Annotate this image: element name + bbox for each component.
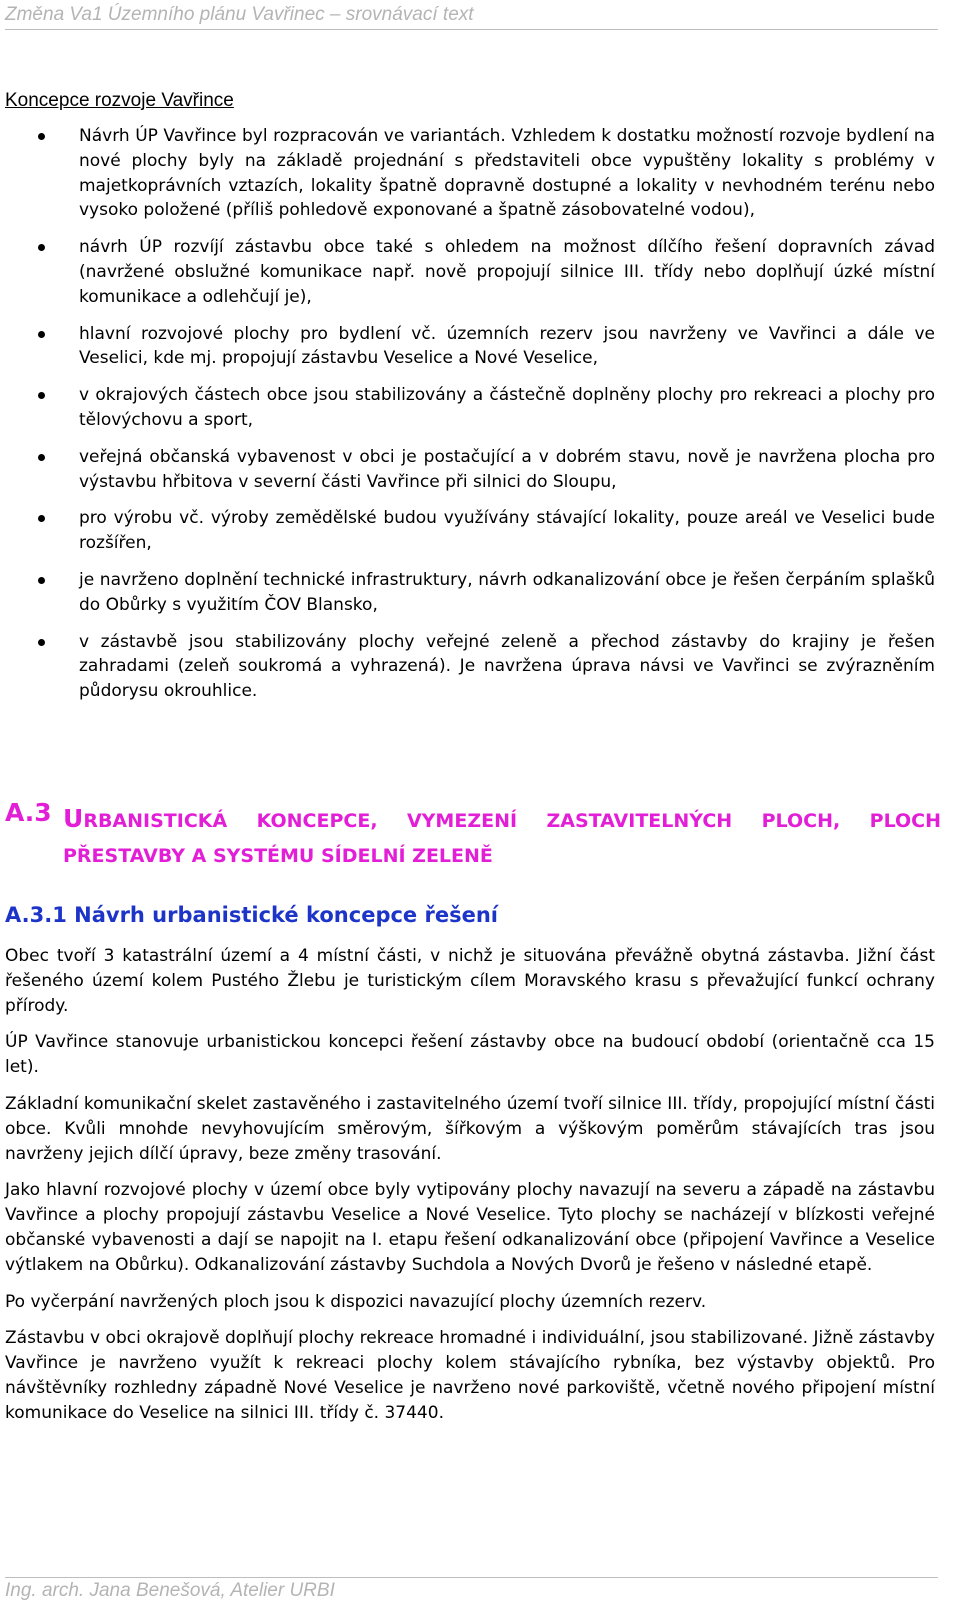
section-title-initial: U	[63, 804, 84, 833]
paragraph: Po vyčerpání navržených ploch jsou k dispozici navazující plochy územních rezerv.	[5, 1291, 707, 1312]
bullet-text: Návrh ÚP Vavřince byl rozpracován ve variantách. Vzhledem k dostatku možností rozvoje bydlení na nové plochy byly na základě projednání s představiteli obce vypuštěny lokality s problémy v majetkoprávních vztazích, lokality špatně dopravně dostupné a lokality v nevhodném terénu nebo vysoko položené (příliš pohledově exponované a špatně zásobovatelné vodou),	[79, 126, 935, 221]
paragraph: Obec tvoří 3 katastrální území a 4 místní části, v nichž je situována převážně obytná zástavba. Jižní část řešeného území kolem Pustého Žlebu je turistickým cílem Moravského krasu s převažující funkcí ochrany přírody.	[5, 946, 935, 1016]
page-footer: Ing. arch. Jana Benešová, Atelier URBI	[5, 1577, 938, 1603]
paragraph: Jako hlavní rozvojové plochy v území obce byly vytipovány plochy navazují na severu a západě na zástavbu Vavřince a plochy propojují zástavbu Veselice a Nové Veselice. Tyto plochy se nacházejí v blízkosti veřejné občanské vybavenosti a dají se napojit na I. etapu řešení odkanalizování obce (připojení Vavřince a Veselice výtlakem na Obůrku). Odkanalizování zástavby Suchdola a Nových Dvorů je řešeno v následné etapě.	[5, 1180, 935, 1275]
paragraph: Zástavbu v obci okrajově doplňují plochy rekreace hromadné i individuální, jsou stabilizované. Jižně zástavby Vavřince je navrženo využít k rekreaci plochy kolem stávajícího rybníka, bez výstavby objektů. Pro návštěvníky rozhledny západně Nové Veselice je navrženo nové parkoviště, včetně nového připojení místní komunikace do Veselice na silnici III. třídy č. 37440.	[5, 1328, 935, 1423]
bullet-text: v okrajových částech obce jsou stabilizovány a částečně doplněny plochy pro rekreaci a plochy pro tělovýchovu a sport,	[79, 385, 935, 430]
list-item	[5, 630, 935, 704]
bullet-text: je navrženo doplnění technické infrastruktury, návrh odkanalizování obce je řešen čerpáním splašků do Obůrky s využitím ČOV Blansko,	[79, 569, 935, 615]
bullet-text: veřejná občanská vybavenost v obci je postačující a v dobrém stavu, nově je navržena plocha pro výstavbu hřbitova v severní části Vavřince při silnici do Sloupu,	[79, 446, 935, 492]
bullet-icon	[38, 244, 45, 251]
bullet-icon	[38, 639, 45, 646]
list-item	[5, 383, 935, 433]
bullet-icon	[38, 454, 45, 461]
paragraph: ÚP Vavřince stanovuje urbanistickou koncepci řešení zástavby obce na budoucí období (orientačně cca 15 let).	[5, 1032, 935, 1078]
bullet-icon	[38, 515, 45, 522]
list-item	[5, 124, 935, 223]
list-item	[5, 445, 935, 495]
subsection-heading: A.3.1 Návrh urbanistické koncepce řešení	[5, 903, 498, 927]
bullet-text: v zástavbě jsou stabilizovány plochy veřejné zeleně a přechod zástavby do krajiny je řešen zahradami (zeleň soukromá a vyhrazená). Je navržena úprava návsi ve Vavřinci se zvýrazněním půdorysu okrouhlice.	[79, 631, 935, 702]
bullet-icon	[38, 331, 45, 338]
section-title	[63, 801, 941, 874]
paragraph: Základní komunikační skelet zastavěného i zastavitelného území tvoří silnice III. třídy, propojující místní části obce. Kvůli mnohde nevyhovujícím směrovým, šířkovým a výškovým poměrům stávajících tras jsou navrženy jejich dílčí úpravy, beze změny trasování.	[5, 1093, 935, 1164]
bullet-text: pro výrobu vč. výroby zemědělské budou využívány stávající lokality, pouze areál ve Veselici bude rozšířen,	[79, 508, 935, 554]
bullet-icon	[38, 133, 45, 140]
page-header: Změna Va1 Územního plánu Vavřinec – srovnávací text	[5, 3, 938, 30]
list-item	[5, 506, 935, 556]
section-number: A.3	[5, 798, 52, 827]
concept-bullet-list	[5, 124, 935, 716]
body-text	[5, 944, 935, 1438]
concept-title: Koncepce rozvoje Vavřince	[5, 90, 234, 111]
list-item	[5, 568, 935, 618]
list-item	[5, 235, 935, 309]
section-title-text: RBANISTICKÁ KONCEPCE, VYMEZENÍ ZASTAVITELNÝCH PLOCH, PLOCH PŘESTAVBY A SYSTÉMU SÍDELNÍ ZELENĚ	[63, 810, 941, 867]
bullet-icon	[38, 392, 45, 399]
bullet-text: hlavní rozvojové plochy pro bydlení vč. územních rezerv jsou navrženy ve Vavřinci a dále ve Veselici, kde mj. propojují zástavbu Veselice a Nové Veselice,	[79, 323, 935, 369]
list-item	[5, 322, 935, 372]
bullet-text: návrh ÚP rozvíjí zástavbu obce také s ohledem na možnost dílčího řešení dopravních závad (navržené obslužné komunikace např. nově propojují silnice III. třídy nebo doplňují úzké místní komunikace a odlehčují je),	[79, 237, 935, 307]
bullet-icon	[38, 577, 45, 584]
